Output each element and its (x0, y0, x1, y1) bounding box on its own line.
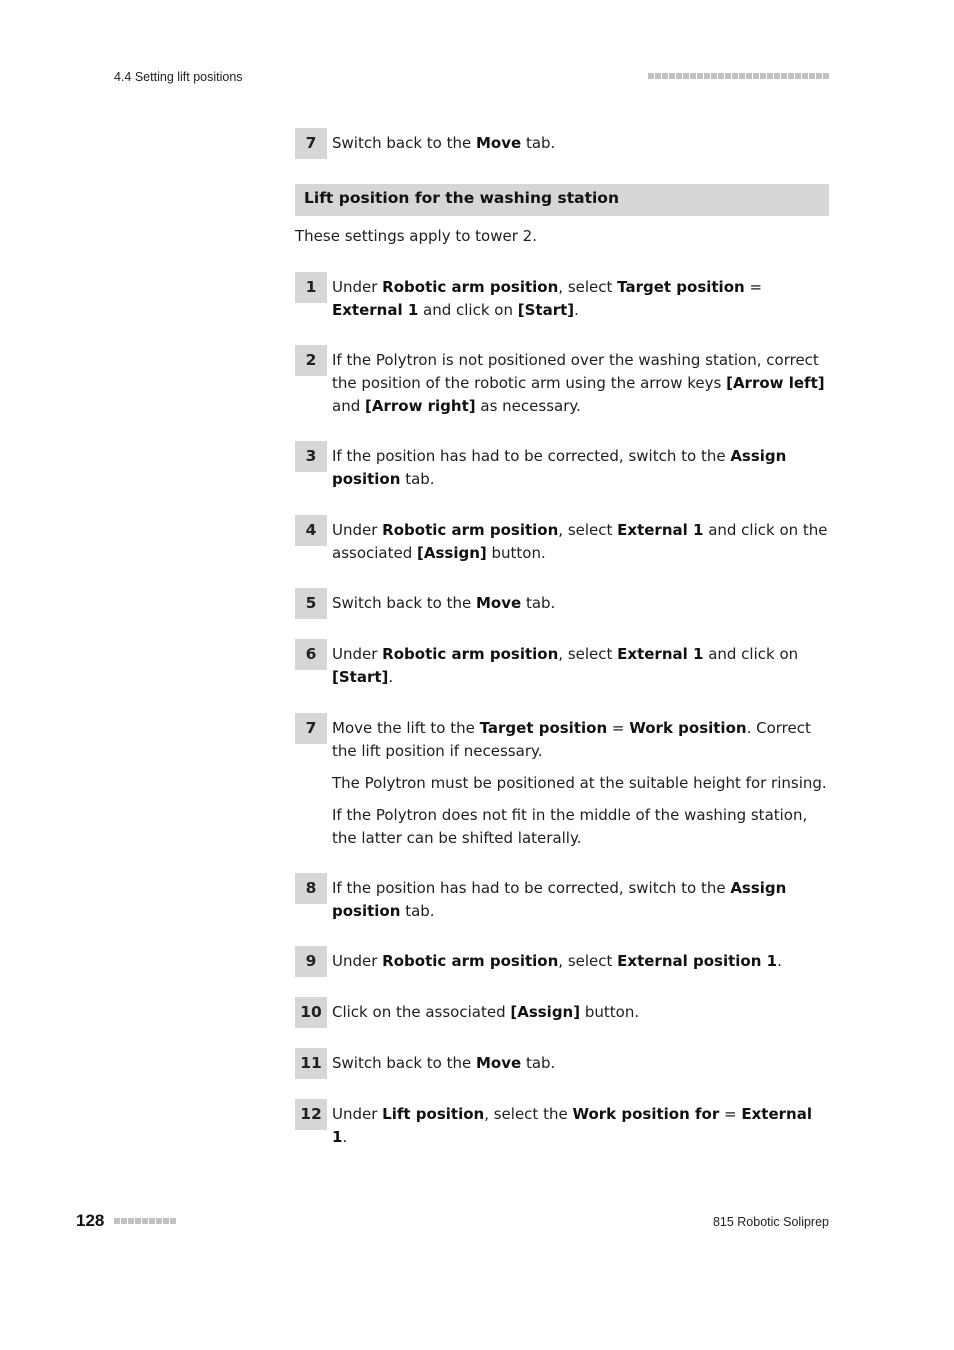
section-heading-bar (295, 184, 829, 216)
bold-run: Target position (479, 719, 608, 737)
step-5 (295, 588, 829, 615)
bold-run: Robotic arm position (382, 521, 559, 539)
step-8 (295, 873, 829, 923)
text-run: and click on (418, 301, 518, 319)
step-12 (295, 1099, 829, 1149)
step-number: 6 (295, 639, 327, 670)
bold-run: Move (476, 134, 522, 152)
step-number: 9 (295, 946, 327, 977)
footer-decoration-dots (114, 1218, 176, 1224)
text-run: tab. (521, 594, 556, 612)
text-run: If the Polytron is not positioned over the washing station, correct the position of the robotic arm using the arrow keys (332, 351, 819, 392)
text-run: Under (332, 278, 383, 296)
bold-run: Assign position (332, 879, 787, 920)
text-run: button. (580, 1003, 640, 1021)
text-run: Switch back to the (332, 1054, 476, 1072)
header-decoration-dots (648, 73, 829, 79)
text-run: = (744, 278, 763, 296)
text-run: tab. (400, 902, 435, 920)
text-run: . (342, 1128, 348, 1146)
text-run: , select (558, 521, 618, 539)
step-text (332, 1099, 829, 1149)
bold-run: External position 1 (617, 952, 778, 970)
step-text (332, 946, 829, 973)
text-run: Under (332, 952, 383, 970)
step-number: 12 (295, 1099, 327, 1130)
text-run: as necessary. (475, 397, 581, 415)
text-run: . (388, 668, 394, 686)
bold-run: [Start] (517, 301, 575, 319)
bold-run: External 1 (617, 645, 704, 663)
step-text (332, 639, 829, 689)
step-text (332, 128, 829, 155)
step-number: 2 (295, 345, 327, 376)
text-run: = (719, 1105, 742, 1123)
bold-run: Lift position (382, 1105, 485, 1123)
text-run: Under (332, 521, 383, 539)
text-run: Move the lift to the (332, 719, 480, 737)
step-number: 5 (295, 588, 327, 619)
text-run: Switch back to the (332, 134, 476, 152)
bold-run: [Assign] (417, 544, 487, 562)
text-run: Switch back to the (332, 594, 476, 612)
bold-run: Move (476, 1054, 522, 1072)
step-number: 8 (295, 873, 327, 904)
step-number: 4 (295, 515, 327, 546)
step-note: If the Polytron does not fit in the middle of the washing station, the latter can be shifted laterally. (332, 806, 808, 847)
text-run: . (777, 952, 782, 970)
step-text (332, 997, 829, 1024)
text-run: , select (558, 952, 618, 970)
step-text (332, 441, 829, 491)
step-4 (295, 515, 829, 565)
step-3 (295, 441, 829, 491)
step-9 (295, 946, 829, 973)
section-title: Lift position for the washing station (304, 189, 619, 207)
header-section-title: 4.4 Setting lift positions (114, 70, 243, 84)
text-run: Under (332, 645, 383, 663)
step-number: 3 (295, 441, 327, 472)
text-run: button. (486, 544, 546, 562)
bold-run: Move (476, 594, 522, 612)
step-text (332, 272, 829, 322)
text-run: and click on the associated (332, 521, 828, 562)
bold-run: [Assign] (510, 1003, 581, 1021)
step-number: 11 (295, 1048, 327, 1079)
text-run: If the position has had to be corrected, switch to the (332, 447, 731, 465)
bold-run: Work position for (572, 1105, 720, 1123)
text-run: , select (558, 645, 618, 663)
step-text (332, 588, 829, 615)
text-run: Click on the associated (332, 1003, 511, 1021)
bold-run: External 1 (332, 301, 419, 319)
bold-run: External 1 (617, 521, 704, 539)
step-text (332, 873, 829, 923)
bold-run: [Arrow right] (365, 397, 476, 415)
step-note: The Polytron must be positioned at the suitable height for rinsing. (332, 774, 827, 792)
step-2 (295, 345, 829, 418)
step-10 (295, 997, 829, 1024)
step-7 (295, 713, 829, 850)
text-run: If the position has had to be corrected, switch to the (332, 879, 731, 897)
step-11 (295, 1048, 829, 1075)
bold-run: [Start] (332, 668, 389, 686)
text-run: tab. (521, 134, 556, 152)
bold-run: Robotic arm position (382, 645, 559, 663)
text-run: , select the (484, 1105, 573, 1123)
bold-run: [Arrow left] (726, 374, 825, 392)
text-run: tab. (521, 1054, 556, 1072)
step-text (332, 515, 829, 565)
intro-text: These settings apply to tower 2. (295, 227, 537, 245)
product-name: 815 Robotic Soliprep (712, 1215, 829, 1229)
step-text (332, 713, 829, 850)
bold-run: Robotic arm position (382, 278, 559, 296)
bold-run: Work position (629, 719, 747, 737)
page-number: 128 (76, 1211, 105, 1230)
text-run: and click on (703, 645, 799, 663)
bold-run: Assign position (332, 447, 787, 488)
step-number: 10 (295, 997, 327, 1028)
step-text (332, 345, 829, 418)
bold-run: Robotic arm position (382, 952, 559, 970)
step-number: 7 (295, 128, 327, 159)
bold-run: Target position (617, 278, 745, 296)
text-run: . Correct the lift position if necessary. (332, 719, 811, 760)
text-run: , select (558, 278, 618, 296)
step-6 (295, 639, 829, 689)
step-first-7 (295, 128, 829, 155)
step-number: 7 (295, 713, 327, 744)
text-run: tab. (400, 470, 435, 488)
text-run: . (574, 301, 579, 319)
text-run: Under (332, 1105, 383, 1123)
text-run: and (332, 397, 365, 415)
step-number: 1 (295, 272, 327, 303)
bold-run: External 1 (332, 1105, 812, 1146)
step-1 (295, 272, 829, 322)
text-run: = (607, 719, 630, 737)
step-text (332, 1048, 829, 1075)
